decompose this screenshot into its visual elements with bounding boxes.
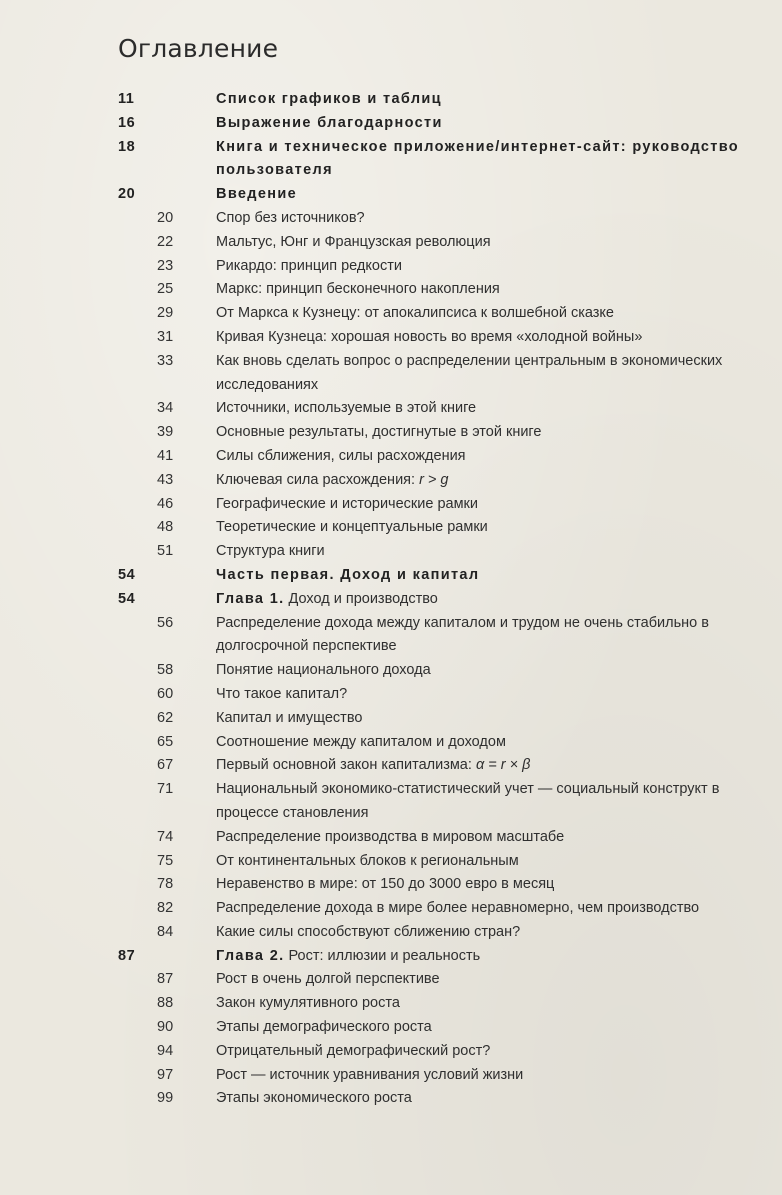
toc-entry xyxy=(0,683,782,707)
toc-entry-text: Закон кумулятивного роста xyxy=(216,995,400,1012)
toc-page-number: 97 xyxy=(157,1066,174,1083)
toc-entry-text: Соотношение между капиталом и доходом xyxy=(216,733,506,750)
toc-entry xyxy=(0,421,782,445)
toc-page-number: 11 xyxy=(118,91,135,107)
toc-entry-text: Выражение благодарности xyxy=(216,114,443,131)
toc-page-number: 51 xyxy=(157,543,174,560)
toc-chapter-label: Глава 1. xyxy=(216,590,285,607)
toc-page-number: 87 xyxy=(157,971,174,988)
toc-entry-title xyxy=(216,397,746,421)
toc-entry-title xyxy=(216,350,746,398)
toc-entry-title xyxy=(216,136,746,184)
toc-page-number: 20 xyxy=(157,209,174,226)
toc-entry-title xyxy=(216,1064,746,1088)
toc-entry-text: Спор без источников? xyxy=(216,209,365,226)
toc-entry xyxy=(0,1087,782,1111)
toc-entry-text: Введение xyxy=(216,186,298,203)
toc-entry-title xyxy=(216,778,746,826)
toc-entry xyxy=(0,493,782,517)
toc-entry xyxy=(0,754,782,778)
toc-page-number: 60 xyxy=(157,685,174,702)
toc-page-number: 87 xyxy=(118,947,136,964)
toc-entry xyxy=(0,469,782,493)
toc-page-number: 23 xyxy=(157,257,174,274)
toc-entry xyxy=(0,326,782,350)
toc-entry-text: Рост в очень долгой перспективе xyxy=(216,971,440,988)
toc-page-number: 16 xyxy=(118,114,136,131)
toc-entry-title xyxy=(216,302,746,326)
toc-page-number: 84 xyxy=(157,923,174,940)
toc-entry xyxy=(0,350,782,398)
toc-entry-text: Мальтус, Юнг и Французская революция xyxy=(216,233,491,250)
toc-entry-text: Маркс: принцип бесконечного накопления xyxy=(216,281,500,298)
toc-entry-title xyxy=(216,659,746,683)
toc-entry-text: Что такое капитал? xyxy=(216,685,348,702)
toc-entry-text: Рост — источник уравнивания условий жизни xyxy=(216,1066,524,1083)
toc-entry xyxy=(0,992,782,1016)
toc-page-number: 75 xyxy=(157,852,174,869)
toc-entry-text: Географические и исторические рамки xyxy=(216,495,478,512)
toc-page-number: 18 xyxy=(118,138,136,155)
toc-entry-text: Этапы демографического роста xyxy=(216,1019,432,1036)
toc-page-number: 58 xyxy=(157,662,174,679)
toc-entry xyxy=(0,945,782,969)
toc-entry-title xyxy=(216,968,746,992)
toc-entry-text: Какие силы способствуют сближению стран? xyxy=(216,923,521,940)
toc-entry xyxy=(0,136,782,184)
toc-entry-text: Структура книги xyxy=(216,543,325,560)
table-of-contents xyxy=(0,88,782,1111)
toc-entry xyxy=(0,588,782,612)
toc-entry-title xyxy=(216,850,746,874)
toc-page-number: 56 xyxy=(157,614,174,631)
toc-entry-text: Доход и производство xyxy=(284,590,438,607)
toc-entry-text: Источники, используемые в этой книге xyxy=(216,400,477,417)
toc-entry xyxy=(0,302,782,326)
toc-entry-text: Распределение дохода между капиталом и трудом не очень стабильно в долгосрочной перспективе xyxy=(216,614,709,655)
toc-entry xyxy=(0,255,782,279)
toc-entry-text: Распределение дохода в мире более неравномерно, чем производство xyxy=(216,900,700,917)
toc-entry-title xyxy=(216,255,746,279)
toc-page-number: 67 xyxy=(157,757,174,774)
toc-entry xyxy=(0,564,782,588)
toc-entry-title xyxy=(216,516,746,540)
toc-page-number: 25 xyxy=(157,281,174,298)
toc-page-number: 54 xyxy=(118,566,136,583)
toc-entry-title xyxy=(216,921,746,945)
toc-entry-text: Ключевая сила расхождения: xyxy=(216,471,420,488)
toc-entry-title xyxy=(216,231,746,255)
toc-entry-title xyxy=(216,612,746,660)
toc-entry xyxy=(0,540,782,564)
toc-entry-text: Распределение производства в мировом масштабе xyxy=(216,828,565,845)
toc-entry-text: Понятие национального дохода xyxy=(216,662,431,679)
toc-entry-title xyxy=(216,1040,746,1064)
toc-page-number: 39 xyxy=(157,424,174,441)
toc-entry-title xyxy=(216,421,746,445)
toc-entry-text: Рикардо: принцип редкости xyxy=(216,257,402,274)
toc-entry xyxy=(0,207,782,231)
toc-entry xyxy=(0,659,782,683)
toc-page-number: 94 xyxy=(157,1042,174,1059)
toc-entry-title xyxy=(216,278,746,302)
toc-entry-title xyxy=(216,707,746,731)
toc-entry xyxy=(0,231,782,255)
toc-entry xyxy=(0,1016,782,1040)
toc-entry-title xyxy=(216,754,746,778)
toc-entry-title xyxy=(216,873,746,897)
toc-entry-text: Национальный экономико-статистический учет — социальный конструкт в процессе становления xyxy=(216,781,720,821)
toc-entry-title xyxy=(216,945,746,969)
toc-page-number: 48 xyxy=(157,519,174,536)
toc-entry-text: Список графиков и таблиц xyxy=(216,91,442,107)
toc-entry xyxy=(0,612,782,660)
toc-entry-text: От Маркса к Кузнецу: от апокалипсиса к волшебной сказке xyxy=(216,305,614,322)
toc-page-number: 82 xyxy=(157,900,174,917)
toc-entry-title xyxy=(216,183,746,207)
toc-entry xyxy=(0,897,782,921)
toc-entry-text: Силы сближения, силы расхождения xyxy=(216,447,466,464)
toc-entry-title xyxy=(216,588,746,612)
toc-entry xyxy=(0,731,782,755)
page-title: Оглавление xyxy=(118,34,279,63)
toc-page-number: 22 xyxy=(157,233,174,250)
toc-entry xyxy=(0,850,782,874)
toc-entry-text: Книга и техническое приложение/интернет-сайт: руководство пользователя xyxy=(216,138,739,179)
toc-entry xyxy=(0,968,782,992)
toc-page-number: 41 xyxy=(157,447,174,464)
toc-entry-text: От континентальных блоков к региональным xyxy=(216,852,519,869)
toc-entry xyxy=(0,278,782,302)
toc-page-number: 29 xyxy=(157,305,174,322)
toc-entry-text: Этапы экономического роста xyxy=(216,1090,412,1107)
toc-entry-title xyxy=(216,826,746,850)
toc-entry-title xyxy=(216,445,746,469)
toc-page-number: 78 xyxy=(157,876,174,893)
toc-entry-text: Первый основной закон капитализма: xyxy=(216,757,476,774)
toc-page-number: 88 xyxy=(157,995,174,1012)
toc-entry xyxy=(0,1064,782,1088)
toc-entry xyxy=(0,826,782,850)
toc-entry xyxy=(0,707,782,731)
toc-entry-text: Часть первая. Доход и капитал xyxy=(216,566,480,583)
toc-entry-text: Рост: иллюзии и реальность xyxy=(284,947,481,964)
toc-formula: r > g xyxy=(419,471,449,488)
toc-entry-title xyxy=(216,992,746,1016)
toc-entry xyxy=(0,112,782,136)
toc-entry-text: Как вновь сделать вопрос о распределении центральным в экономических исследованиях xyxy=(216,352,723,393)
toc-entry xyxy=(0,921,782,945)
toc-formula: α = r × β xyxy=(475,757,531,774)
toc-entry-text: Неравенство в мире: от 150 до 3000 евро в месяц xyxy=(216,876,555,893)
toc-page-number: 33 xyxy=(157,352,174,369)
toc-entry-text: Капитал и имущество xyxy=(216,709,363,726)
toc-entry-title xyxy=(216,731,746,755)
toc-entry-text: Кривая Кузнеца: хорошая новость во время «холодной войны» xyxy=(216,328,643,345)
toc-page-number: 54 xyxy=(118,590,136,607)
toc-entry-title xyxy=(216,326,746,350)
toc-page-number: 65 xyxy=(157,733,174,750)
toc-entry-title xyxy=(216,683,746,707)
toc-page-number: 20 xyxy=(118,186,136,203)
toc-entry-title xyxy=(216,112,746,136)
toc-entry-title xyxy=(216,469,746,493)
toc-entry xyxy=(0,397,782,421)
toc-entry-text: Теоретические и концептуальные рамки xyxy=(216,519,488,536)
toc-entry-title xyxy=(216,1016,746,1040)
toc-entry xyxy=(0,445,782,469)
toc-page-number: 62 xyxy=(157,709,174,726)
toc-page-number: 31 xyxy=(157,328,174,345)
toc-entry xyxy=(0,183,782,207)
toc-entry-title xyxy=(216,897,746,921)
toc-page-number: 43 xyxy=(157,471,174,488)
toc-page-number: 90 xyxy=(157,1019,174,1036)
toc-page-number: 99 xyxy=(157,1090,174,1107)
toc-entry-title xyxy=(216,1087,746,1111)
toc-entry-title xyxy=(216,493,746,517)
toc-entry-title xyxy=(216,88,746,112)
toc-entry-title xyxy=(216,207,746,231)
toc-chapter-label: Глава 2. xyxy=(216,947,285,964)
toc-entry xyxy=(0,873,782,897)
toc-page-number: 34 xyxy=(157,400,174,417)
toc-entry-title xyxy=(216,564,746,588)
toc-entry xyxy=(0,778,782,826)
toc-entry-text: Основные результаты, достигнутые в этой книге xyxy=(216,424,542,441)
toc-entry xyxy=(0,516,782,540)
toc-page-number: 71 xyxy=(157,781,174,798)
toc-entry-text: Отрицательный демографический рост? xyxy=(216,1042,491,1059)
toc-entry-title xyxy=(216,540,746,564)
toc-entry xyxy=(0,88,782,112)
toc-page-number: 74 xyxy=(157,828,174,845)
toc-page-number: 46 xyxy=(157,495,174,512)
toc-entry xyxy=(0,1040,782,1064)
